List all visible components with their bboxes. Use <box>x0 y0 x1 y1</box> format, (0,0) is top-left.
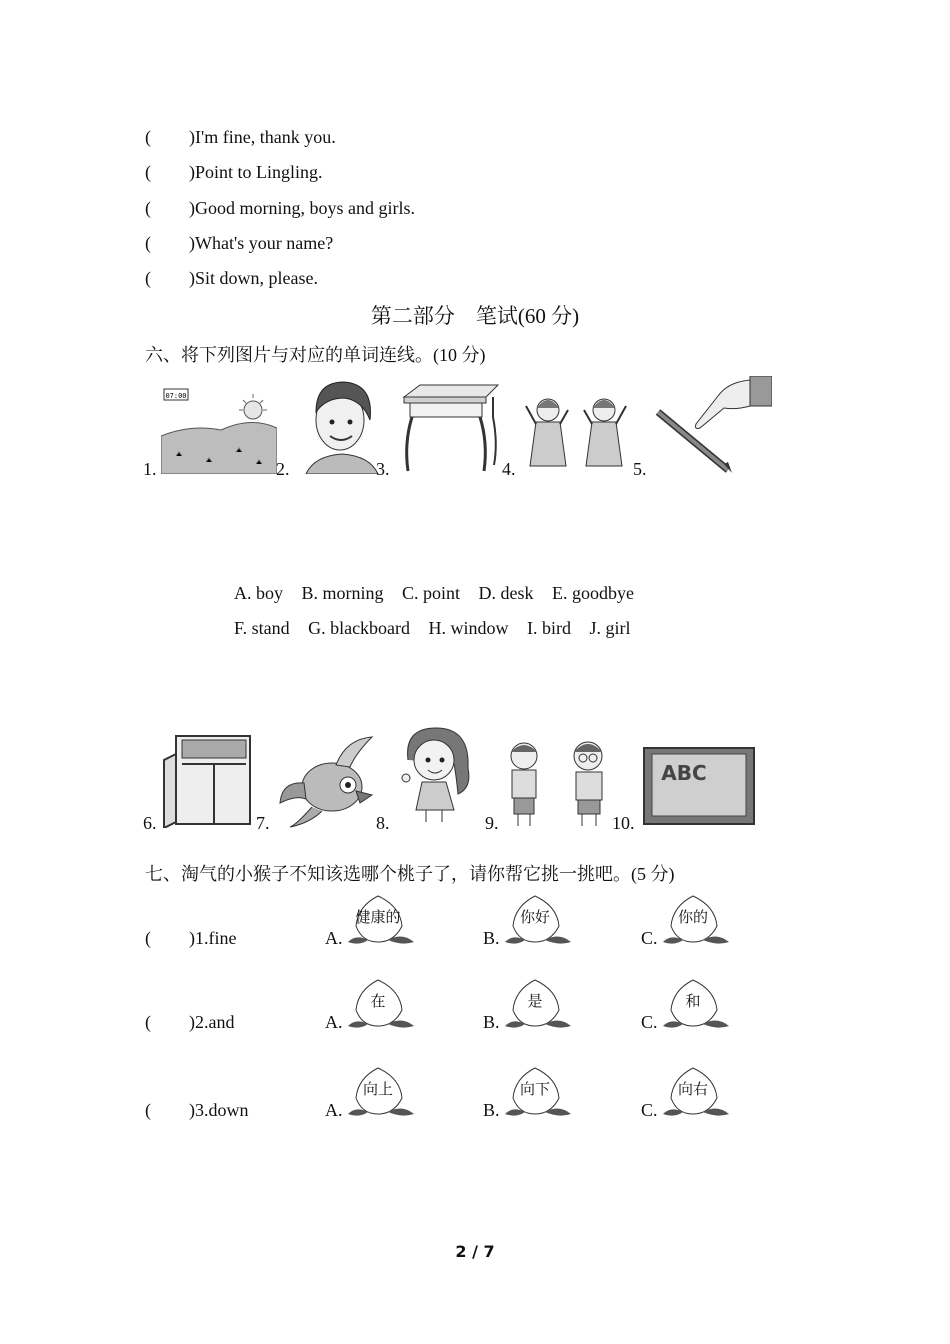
picture-number: 2. <box>276 459 290 479</box>
word-option: I. bird <box>527 618 572 638</box>
word-options-row-1 <box>234 583 648 604</box>
bird-picture <box>276 733 374 829</box>
peach-option[interactable] <box>663 1064 735 1118</box>
desk-picture <box>398 383 502 473</box>
picture-number: 10. <box>612 813 635 833</box>
girls-waving-picture <box>522 386 630 474</box>
picture-number: 4. <box>502 459 516 479</box>
peach-option[interactable] <box>505 976 577 1030</box>
picture-number: 9. <box>485 813 499 833</box>
section7-heading: 七、淘气的小猴子不知该选哪个桃子了，请你帮它挑一挑吧。(5 分) <box>145 864 675 884</box>
option-letter: C. <box>641 1100 658 1120</box>
peach-text: 向上 <box>362 1082 393 1098</box>
word-options-row-2 <box>234 618 645 639</box>
peach-text: 在 <box>370 994 386 1010</box>
option-letter: B. <box>483 1100 500 1120</box>
picture-number: 7. <box>256 813 270 833</box>
pointing-hand-pen-picture <box>654 376 772 474</box>
clock-text: 07:00 <box>165 392 187 400</box>
peach-text: 健康的 <box>355 910 401 926</box>
listening-item: ( )I'm fine, thank you. <box>145 127 336 147</box>
listening-item: ( )Point to Lingling. <box>145 162 323 182</box>
listening-item: ( )Good morning, boys and girls. <box>145 198 415 218</box>
peach-option[interactable] <box>663 976 735 1030</box>
option-letter: B. <box>483 928 500 948</box>
picture-number: 5. <box>633 459 647 479</box>
page-number: 2 / 7 <box>455 1242 495 1261</box>
peach-text: 是 <box>527 994 543 1010</box>
option-letter: B. <box>483 1012 500 1032</box>
peach-option[interactable] <box>348 1064 420 1118</box>
picture-number: 8. <box>376 813 390 833</box>
word-option: C. point <box>402 583 461 603</box>
word-option: E. goodbye <box>552 583 635 603</box>
word-option: D. desk <box>478 583 534 603</box>
peach-text: 和 <box>685 994 701 1010</box>
picture-number: 1. <box>143 459 157 479</box>
peach-text: 你好 <box>519 910 550 926</box>
picture-number: 3. <box>376 459 390 479</box>
peach-option[interactable] <box>505 892 577 946</box>
peach-option[interactable] <box>505 1064 577 1118</box>
peach-option[interactable] <box>663 892 735 946</box>
window-picture <box>162 734 254 828</box>
option-letter: A. <box>325 928 343 948</box>
question-row: ( )2.and <box>145 1012 235 1032</box>
peach-text: 你的 <box>677 910 708 926</box>
option-letter: A. <box>325 1100 343 1120</box>
peach-text: 向下 <box>519 1082 550 1098</box>
part-two-title: 第二部分 笔试(60 分) <box>370 304 580 328</box>
word-option: B. morning <box>301 583 384 603</box>
boy-picture <box>304 376 380 474</box>
option-letter: C. <box>641 928 658 948</box>
word-option: A. boy <box>234 583 283 603</box>
peach-text: 向右 <box>677 1082 708 1098</box>
girl-picture <box>398 724 474 826</box>
blackboard-picture <box>642 746 756 828</box>
blackboard-text: ABC <box>661 761 707 785</box>
peach-option[interactable] <box>348 976 420 1030</box>
boys-standing-picture <box>502 738 614 828</box>
listening-item: ( )What's your name? <box>145 233 334 253</box>
option-letter: A. <box>325 1012 343 1032</box>
question-row: ( )1.fine <box>145 928 237 948</box>
question-row: ( )3.down <box>145 1100 249 1120</box>
peach-option[interactable] <box>348 892 420 946</box>
section6-heading: 六、将下列图片与对应的单词连线。(10 分) <box>145 345 486 365</box>
word-option: F. stand <box>234 618 290 638</box>
picture-number: 6. <box>143 813 157 833</box>
word-option: J. girl <box>589 618 631 638</box>
listening-item: ( )Sit down, please. <box>145 268 318 288</box>
option-letter: C. <box>641 1012 658 1032</box>
morning-landscape-picture <box>161 386 277 474</box>
word-option: G. blackboard <box>308 618 411 638</box>
word-option: H. window <box>428 618 509 638</box>
